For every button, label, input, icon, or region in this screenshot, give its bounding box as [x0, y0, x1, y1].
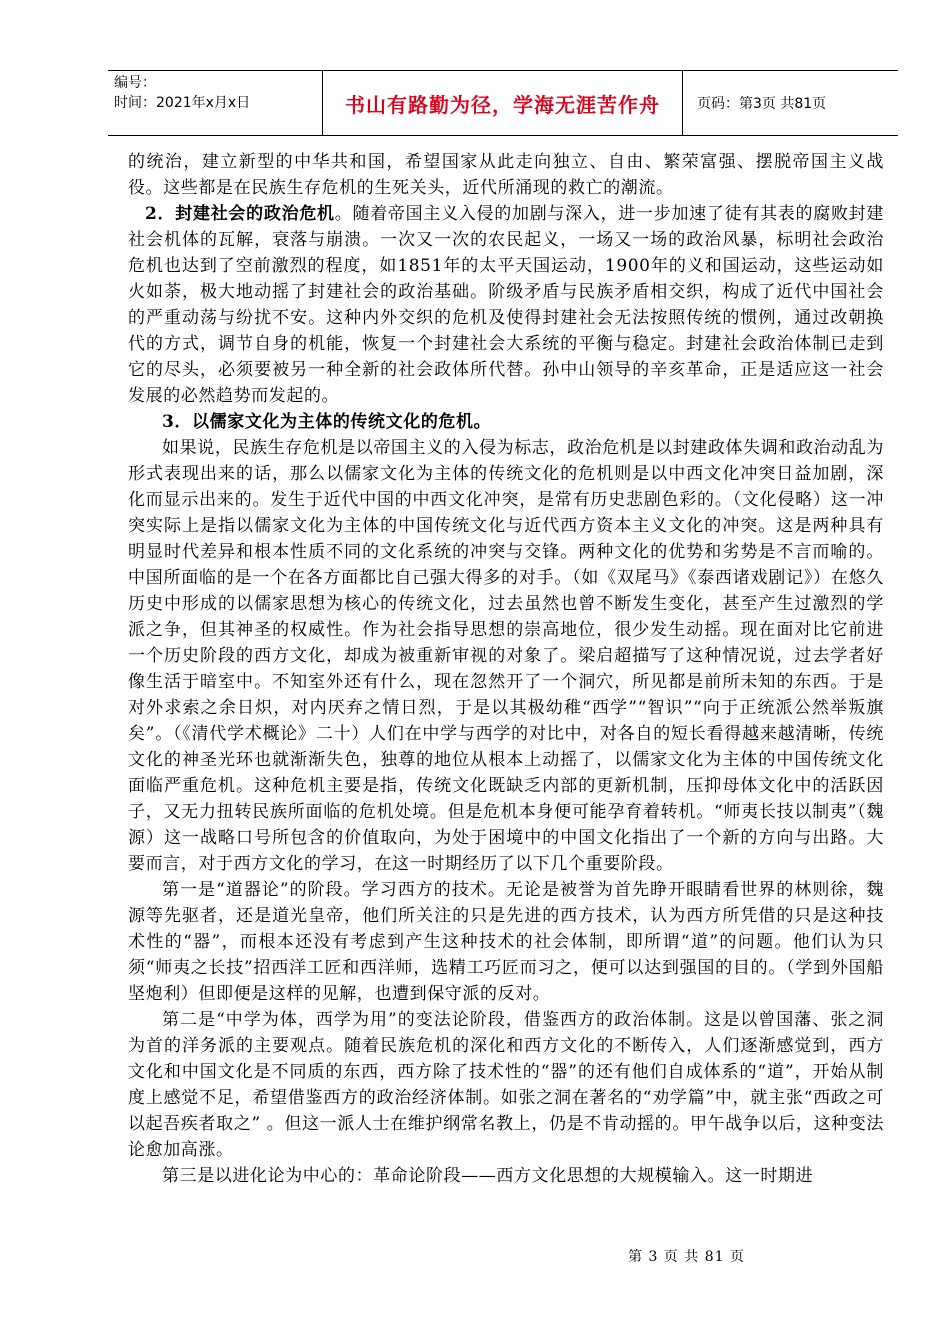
section-heading: 3．以儒家文化为主体的传统文化的危机。	[162, 412, 492, 432]
paragraph: 第一是“道器论”的阶段。学习西方的技术。无论是被誉为首先睁开眼睛看世界的林则徐，魏源等先驱者，还是道光皇帝，他们所关注的只是先进的西方技术，认为西方所凭借的只是这种技术性的“器”，而根本还没有考虑到产生这种技术的社会体制，即所谓“道”的问题。他们认为只须“师夷之长技”招西洋工匠和西洋师，选精工巧匠而习之，便可以达到强国的目的。（学到外国船坚炮利）但即便是这样的见解，也遭到保守派的反对。	[128, 880, 884, 1004]
page-footer: 第 3 页 共 81 页	[628, 1249, 745, 1265]
document-body	[128, 149, 884, 1189]
header-page-number: 页码：第3页 共81页	[697, 96, 827, 112]
section-heading: 2．封建社会的政治危机	[145, 204, 335, 224]
header-page-cell	[683, 71, 898, 135]
doc-time-label: 时间：2021年x月x日	[114, 95, 251, 111]
page-header	[108, 70, 898, 136]
paragraph: 如果说，民族生存危机是以帝国主义的入侵为标志，政治危机是以封建政体失调和政治动乱为形式表现出来的话，那么以儒家文化为主体的传统文化的危机则是以中西文化冲突日益加剧，深化而显示出来的。发生于近代中国的中西文化冲突，是常有历史悲剧色彩的。（文化侵略）这一冲突实际上是指以儒家文化为主体的中国传统文化与近代西方资本主义文化的冲突。这是两种具有明显时代差异和根本性质不同的文化系统的冲突与交锋。两种文化的优势和劣势是不言而喻的。中国所面临的是一个在各方面都比自己强大得多的对手。（如《双尾马》《泰西诸戏剧记》）在悠久历史中形成的以儒家思想为核心的传统文化，过去虽然也曾不断发生变化，甚至产生过激烈的学派之争，但其神圣的权威性。作为社会指导思想的崇高地位，很少发生动摇。现在面对比它前进一个历史阶段的西方文化，却成为被重新审视的对象了。梁启超描写了这种情况说，过去学者好像生活于暗室中。不知室外还有什么，现在忽然开了一个洞穴，所见都是前所未知的东西。于是对外求索之余日炽，对内厌弃之情日烈，于是以其极幼稚“西学”“智识”“向于正统派公然举叛旗矣”。（《清代学术概论》二十）人们在中学与西学的对比中，对各自的短长看得越来越清晰，传统文化的神圣光环也就渐渐失色，独尊的地位从根本上动摇了，以儒家文化为主体的中国传统文化面临严重危机。这种危机主要是指，传统文化既缺乏内部的更新机制，压抑母体文化中的活跃因子，又无力扭转民族所面临的危机处境。但是危机本身便可能孕育着转机。“师夷长技以制夷”（魏源）这一战略口号所包含的价值取向，为处于困境中的中国文化指出了一个新的方向与出路。大要而言，对于西方文化的学习，在这一时期经历了以下几个重要阶段。	[128, 438, 884, 874]
paragraph-text: 。随着帝国主义入侵的加剧与深入，进一步加速了徒有其表的腐败封建社会机体的瓦解，衰落与崩溃。一次又一次的农民起义，一场又一场的政治风暴，标明社会政治危机也达到了空前激烈的程度，如1851年的太平天国运动，1900年的义和国运动，这些运动如火如荼，极大地动摇了封建社会的政治基础。阶级矛盾与民族矛盾相交织，构成了近代中国社会的严重动荡与纷扰不安。这种内外交织的危机及使得封建社会无法按照传统的惯例，通过改朝换代的方式，调节自身的机能，恢复一个封建社会大系统的平衡与稳定。封建社会政治体制已走到它的尽头，必须要被另一种全新的社会政体所代替。孙中山领导的辛亥革命，正是适应这一社会发展的必然趋势而发起的。	[128, 204, 884, 406]
header-motto-cell	[323, 71, 683, 135]
paragraph: 的统治，建立新型的中华共和国，希望国家从此走向独立、自由、繁荣富强、摆脱帝国主义战役。这些都是在民族生存危机的生死关头，近代所涌现的救亡的潮流。	[128, 152, 884, 198]
doc-number-label: 编号：	[114, 75, 156, 91]
header-meta	[108, 71, 323, 135]
paragraph: 第二是“中学为体，西学为用”的变法论阶段，借鉴西方的政治体制。这是以曾国藩、张之洞为首的洋务派的主要观点。随着民族危机的深化和西方文化的不断传入，人们逐渐感觉到，西方文化和中国文化是不同质的东西，西方除了技术性的“器”的还有他们自成体系的“道”，开始从制度上感觉不足，希望借鉴西方的政治经济体制。如张之洞在著名的“劝学篇”中，就主张“西政之可以起吾疾者取之” 。但这一派人士在维护纲常名教上，仍是不肯动摇的。甲午战争以后，这种变法论愈加高涨。	[128, 1010, 884, 1160]
header-motto: 书山有路勤为径，学海无涯苦作舟	[345, 92, 660, 117]
paragraph	[128, 201, 884, 409]
paragraph: 第三是以进化论为中心的：革命论阶段——西方文化思想的大规模输入。这一时期进	[162, 1166, 814, 1186]
